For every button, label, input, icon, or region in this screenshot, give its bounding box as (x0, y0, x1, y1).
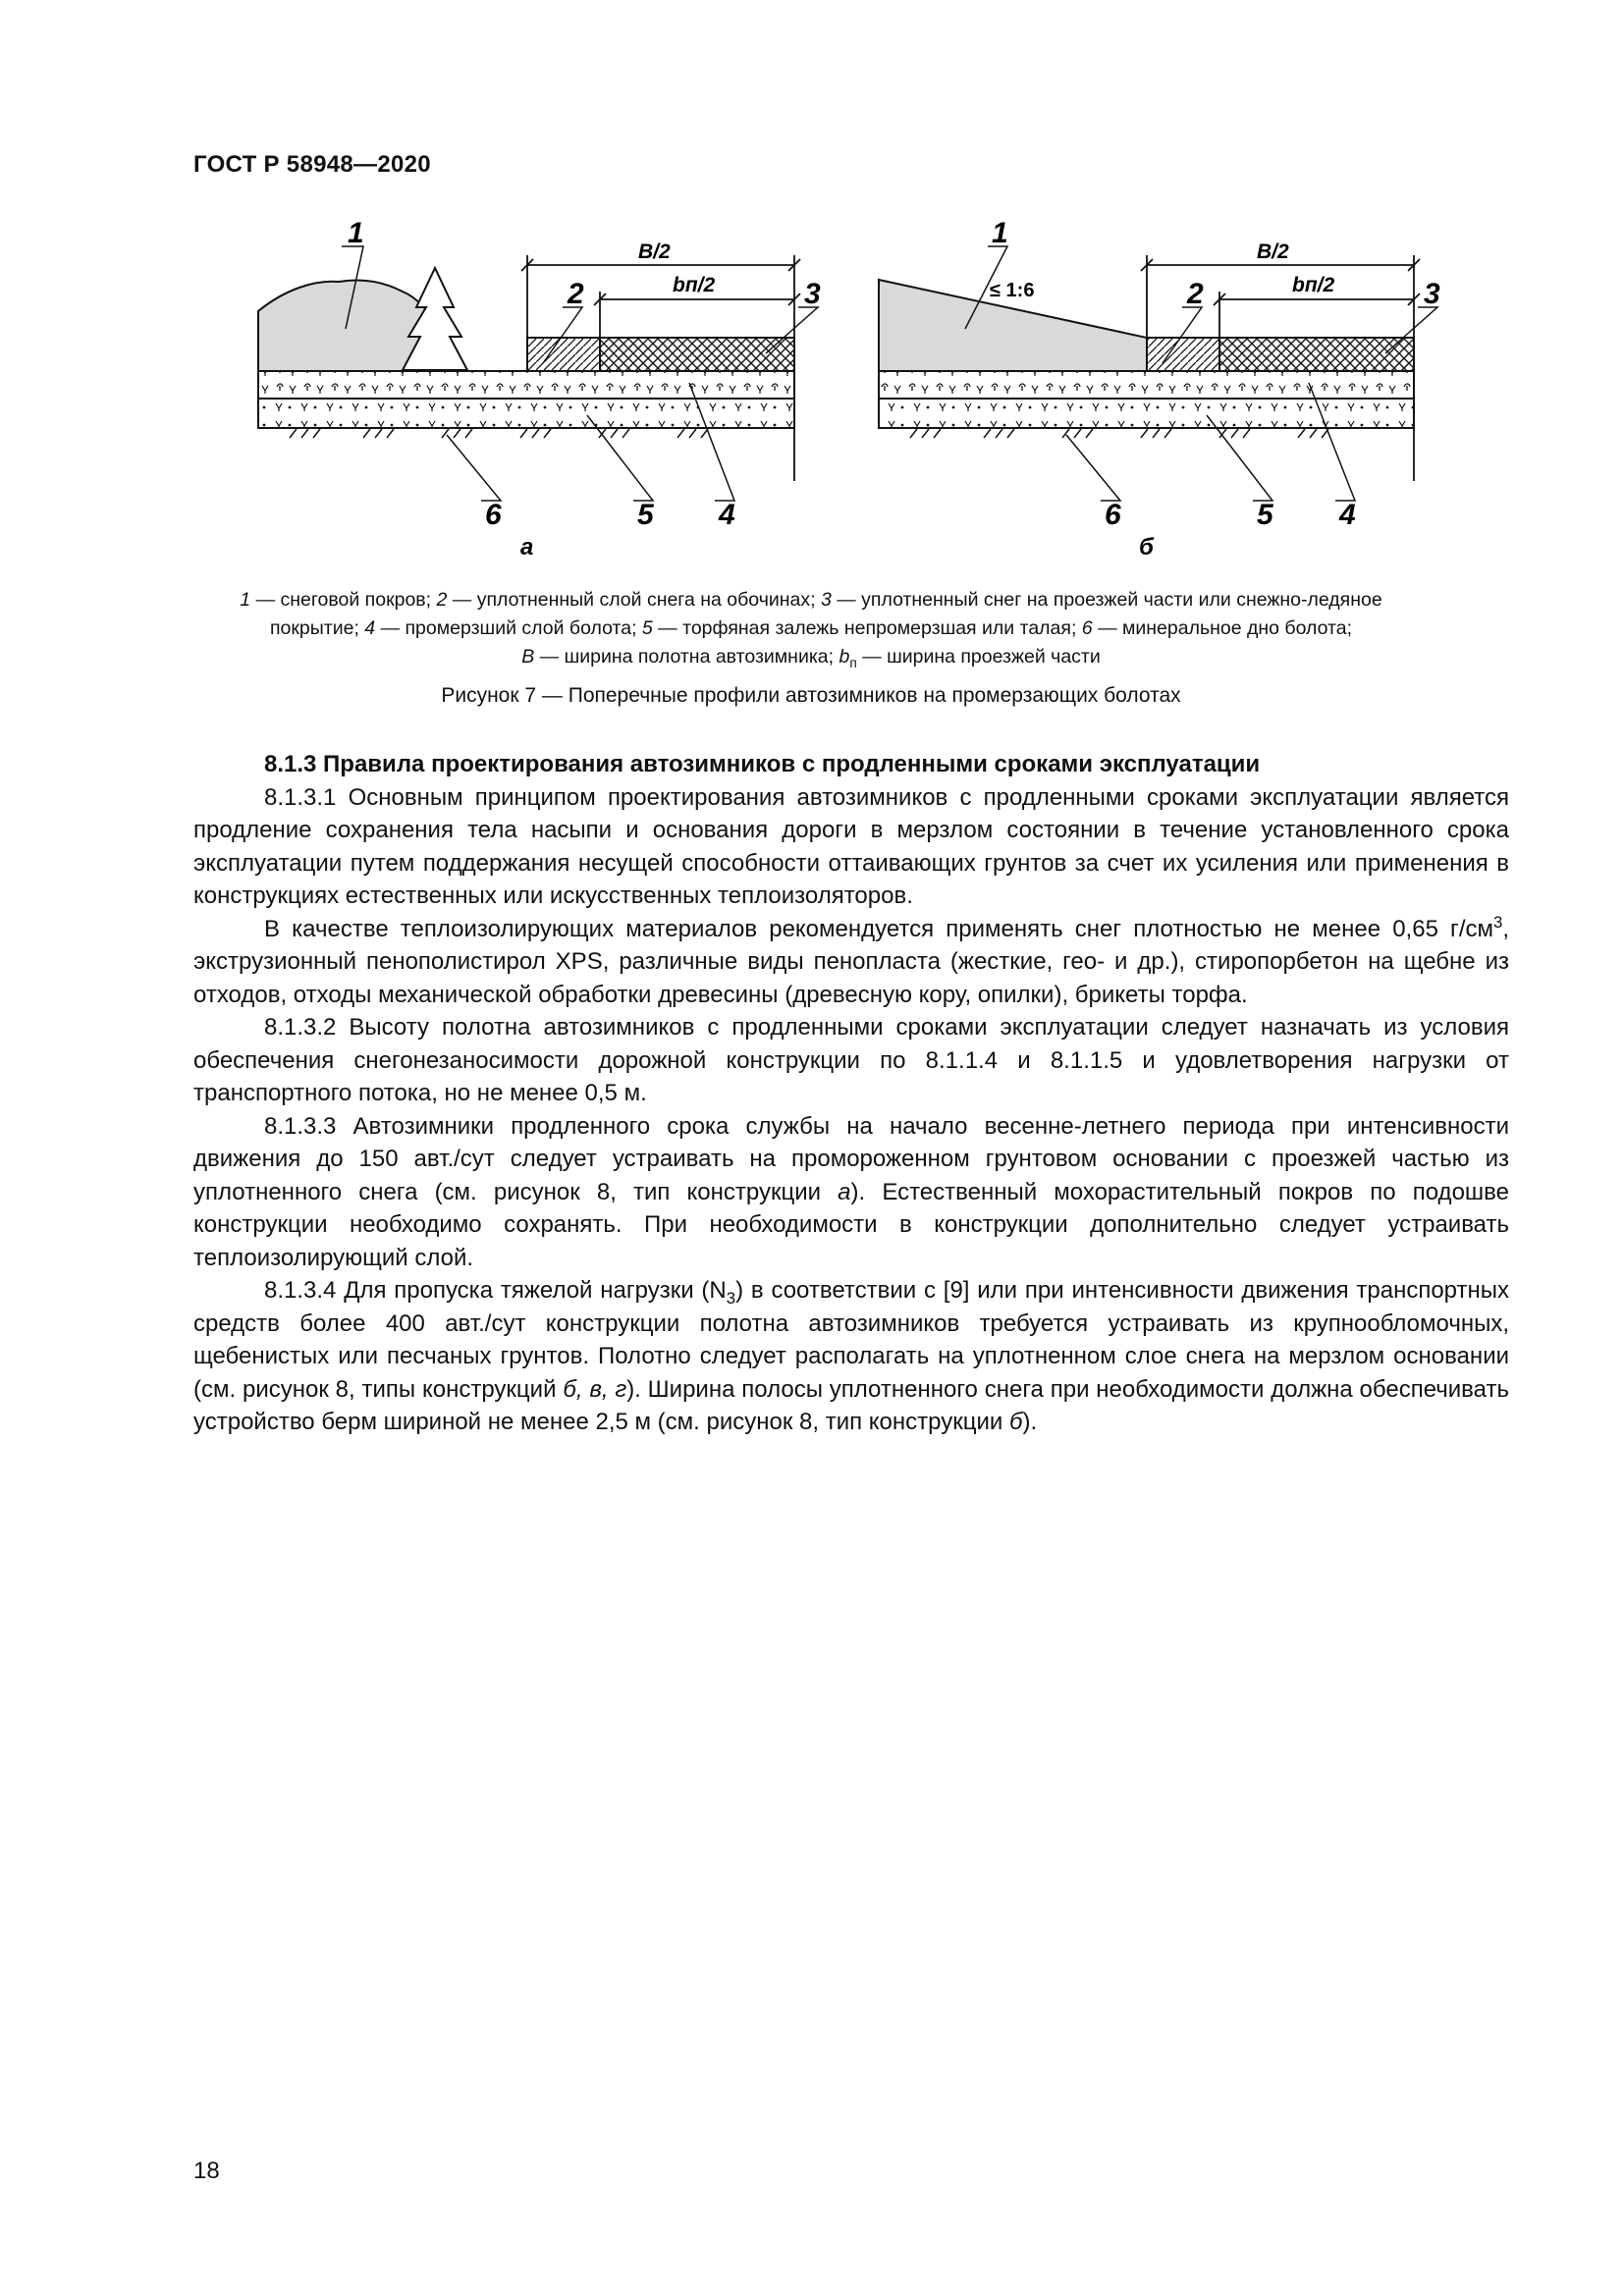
p5-text-b: ) в соответствии с [9] или при интенсивности движения транспортных средств более 400 авт./сут конструкции полотна автозимников требуется устраивать из крупнообломочных, щебенистых или песчаных грунтов. Полотно следует располагать на уплотненном слое снега на мерзлом основании (см. рисунок 8, типы конструкций (193, 1277, 1510, 1403)
legend-sym-b: b (839, 646, 850, 667)
frozen-layer-a (258, 371, 794, 399)
callout-3-a: 3 (804, 278, 821, 310)
p4-text-a: 8.1.3.3 Автозимники продленного срока службы на начало весенне-летнего периода при интенсивности движения до 150 авт./сут следует устраивать на промороженном грунтовом основании с проезжей частью из уплотненного снега (см. рисунок 8, тип конструкции (193, 1112, 1509, 1205)
mineral-bottom-b (910, 429, 1328, 438)
dim-b-b: bп/2 (1292, 274, 1335, 296)
legend-num-3: 3 (820, 589, 832, 611)
paragraph-insulation (193, 913, 1509, 1012)
carriageway-a (600, 338, 794, 371)
paragraph-8-1-3-1: 8.1.3.1 Основным принципом проектирования автозимников с продленными сроками эксплуатации является продление сохранения тела насыпи и основания дороги в мерзлом состоянии в течение установленного срока эксплуатации путем поддержания несущей способности оттаивающих грунтов за счет их усиления или применения в конструкциях естественных или искусственных теплоизоляторов. (193, 783, 1509, 909)
callout-5-b: 5 (1257, 499, 1273, 531)
panel-label-b: б (1139, 534, 1154, 561)
legend-text-1: — снеговой покров; (250, 589, 437, 611)
figure-7 (245, 221, 1473, 574)
peat-layer-b (879, 399, 1414, 428)
p2-text-b: , экструзионный пенополистирол XPS, различные виды пенопласта (жесткие, гео- и др.), стиропорбетон на щебне из отходов, отходы механической обработки древесины (древесную кору, опилки), брикеты торфа. (193, 915, 1509, 1008)
legend-text-B: — ширина полотна автозимника; (534, 646, 839, 667)
legend-text-5: — торфяная залежь непромерзшая или талая; (652, 617, 1082, 639)
mineral-bottom-a (290, 429, 708, 438)
callout-3-b: 3 (1424, 278, 1440, 310)
p5-sub: 3 (726, 1288, 736, 1308)
legend-num-5: 5 (641, 617, 653, 639)
legend-num-1: 1 (240, 589, 251, 611)
carriageway-b (1219, 338, 1414, 371)
dim-B-a: B/2 (638, 240, 671, 263)
p5-text-a: 8.1.3.4 Для пропуска тяжелой нагрузки (N (264, 1277, 727, 1304)
paragraph-8-1-3-2: 8.1.3.2 Высоту полотна автозимников с продленными сроками эксплуатации следует назначать из условия обеспечения снегонезаносимости дорожной конструкции по 8.1.1.4 и 8.1.1.5 и удовлетворения нагрузки от транспортного потока, но не менее 0,5 м. (193, 1014, 1509, 1106)
paragraph-8-1-3-4 (193, 1274, 1509, 1439)
section-heading: 8.1.3 Правила проектирования автозимников с продленными сроками эксплуатации (264, 751, 1261, 777)
legend-num-4: 4 (364, 617, 376, 639)
callout-1-b: 1 (992, 221, 1008, 249)
legend-text-3: — уплотненный снег на проезжей части или снежно-ледяное покрытие; (269, 589, 1382, 639)
legend-text-b: — ширина проезжей части (856, 646, 1101, 667)
figure-legend (193, 586, 1429, 671)
shoulder-snow-a (527, 338, 600, 371)
legend-text-4: — промерзший слой болота; (375, 617, 642, 639)
legend-sym-B: B (521, 646, 535, 667)
p5-italic: б, в, г (563, 1375, 627, 1403)
paragraph-8-1-3-3 (193, 1110, 1509, 1275)
callout-2-b: 2 (1187, 278, 1204, 310)
panel-a (258, 221, 821, 561)
legend-sym-b-sub: п (849, 655, 857, 670)
callout-2-a: 2 (568, 278, 584, 310)
callout-4-b: 4 (1339, 499, 1356, 531)
callout-1-a: 1 (348, 221, 364, 249)
callout-6-b: 6 (1105, 499, 1121, 531)
callout-4-a: 4 (719, 499, 735, 531)
legend-num-6: 6 (1081, 617, 1093, 639)
dim-b-a: bп/2 (673, 274, 716, 296)
legend-text-6: — минеральное дно болота; (1092, 617, 1352, 639)
p5-text-c: ). Ширина полосы уплотненного снега при необходимости должна обеспечивать устройство берм шириной не менее 2,5 м (см. рисунок 8, тип конструкции (193, 1375, 1509, 1435)
callout-5-a: 5 (637, 499, 654, 531)
shoulder-snow-b (1147, 338, 1219, 371)
callout-6-a: 6 (485, 499, 502, 531)
p4-text-b: ). Естественный мохорастительный покров по подошве конструкции необходимо сохранять. При необходимости в конструкции дополнительно следует устраивать теплоизолирующий слой. (193, 1178, 1509, 1271)
dim-B-b: B/2 (1257, 240, 1289, 263)
page-number: 18 (193, 2158, 220, 2184)
slope-label-b: ≤ 1:6 (990, 280, 1035, 301)
p2-text-a: В качестве теплоизолирующих материалов рекомендуется применять снег плотностью не менее 0,65 г/см (264, 915, 1493, 942)
panel-b (879, 221, 1440, 561)
document-header: ГОСТ Р 58948—2020 (193, 151, 431, 178)
frozen-layer-b (879, 371, 1414, 399)
p5-italic-2: б (1008, 1409, 1023, 1435)
p5-text-d: ). (1022, 1409, 1038, 1435)
legend-text-2: — уплотненный слой снега на обочинах; (447, 589, 821, 611)
peat-layer-a (258, 399, 794, 428)
section-8-1-3 (193, 748, 1509, 1439)
figure-caption: Рисунок 7 — Поперечные профили автозимников на промерзающих болотах (441, 684, 1181, 707)
figure-7-drawing (245, 221, 1473, 574)
p4-italic: а (838, 1178, 851, 1205)
legend-num-2: 2 (436, 589, 448, 611)
p2-sup: 3 (1492, 912, 1503, 932)
panel-label-a: а (520, 534, 534, 561)
